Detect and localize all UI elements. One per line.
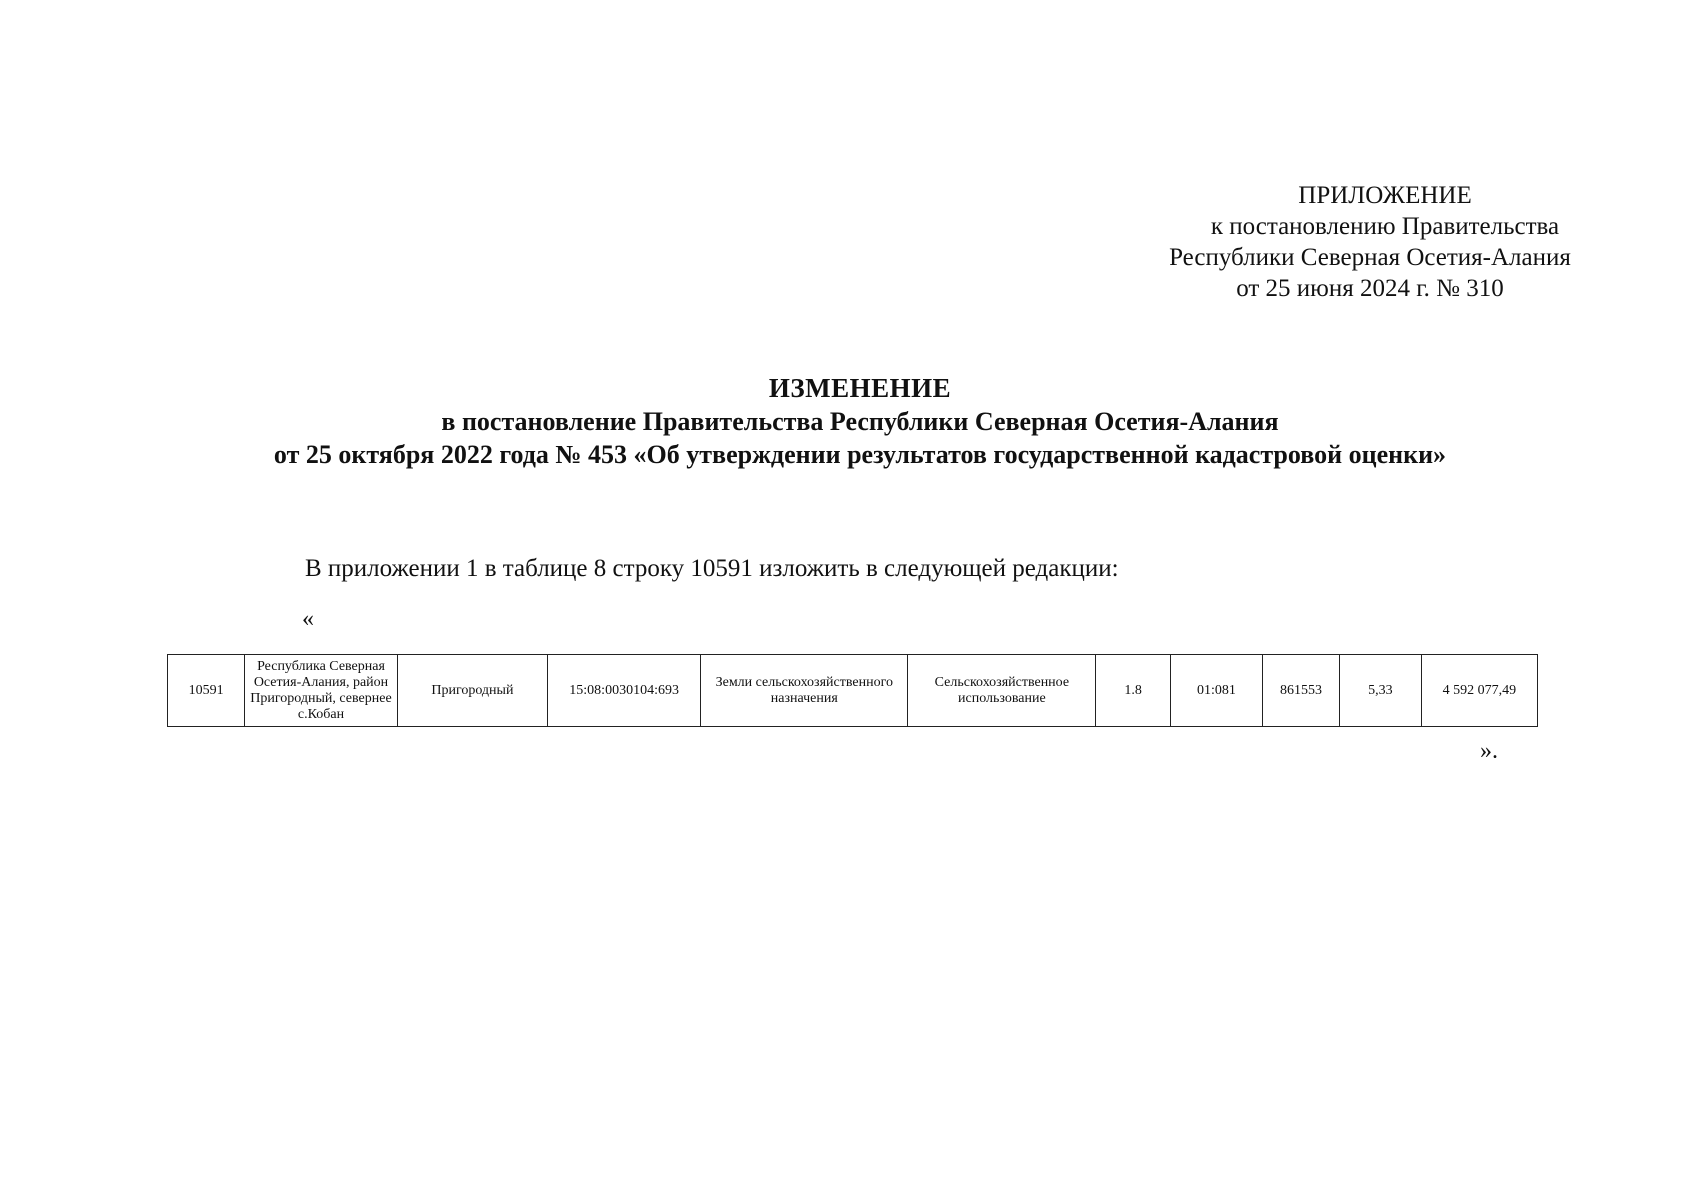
appendix-block	[1110, 180, 1630, 304]
appendix-title: ПРИЛОЖЕНИЕ	[1298, 182, 1472, 209]
document-heading	[160, 372, 1560, 471]
cell-district: Пригородный	[397, 655, 547, 727]
cell-area: 861553	[1262, 655, 1339, 727]
appendix-line1: к постановлению Правительства	[1210, 213, 1560, 240]
cell-permitted-use: Сельскохозяйственное использование	[908, 655, 1096, 727]
heading-title: ИЗМЕНЕНИЕ	[768, 373, 952, 403]
cell-specific-value: 5,33	[1340, 655, 1422, 727]
heading-line1: в постановление Правительства Республики Северная Осетия-Алания	[441, 407, 1279, 436]
closing-quote: ».	[1480, 738, 1498, 764]
cell-group: 01:081	[1170, 655, 1262, 727]
cell-land-category: Земли сельскохозяйственного назначения	[701, 655, 908, 727]
cell-row-number: 10591	[168, 655, 245, 727]
table-row	[168, 655, 1538, 727]
opening-quote: «	[302, 606, 314, 632]
appendix-date: от 25 июня 2024 г. № 310	[1236, 275, 1504, 302]
heading-line2: от 25 октября 2022 года № 453 «Об утверждении результатов государственной кадастровой оценки»	[273, 440, 1447, 469]
intro-paragraph: В приложении 1 в таблице 8 строку 10591 изложить в следующей редакции:	[305, 555, 1119, 582]
cell-cadastral-value: 4 592 077,49	[1421, 655, 1537, 727]
cell-cadastral-number: 15:08:0030104:693	[548, 655, 701, 727]
cell-address: Республика Северная Осетия-Алания, район Пригородный, севернее с.Кобан	[245, 655, 397, 727]
amended-row-table	[167, 654, 1538, 727]
cell-code: 1.8	[1096, 655, 1171, 727]
appendix-line2: Республики Северная Осетия-Алания	[1169, 244, 1571, 271]
